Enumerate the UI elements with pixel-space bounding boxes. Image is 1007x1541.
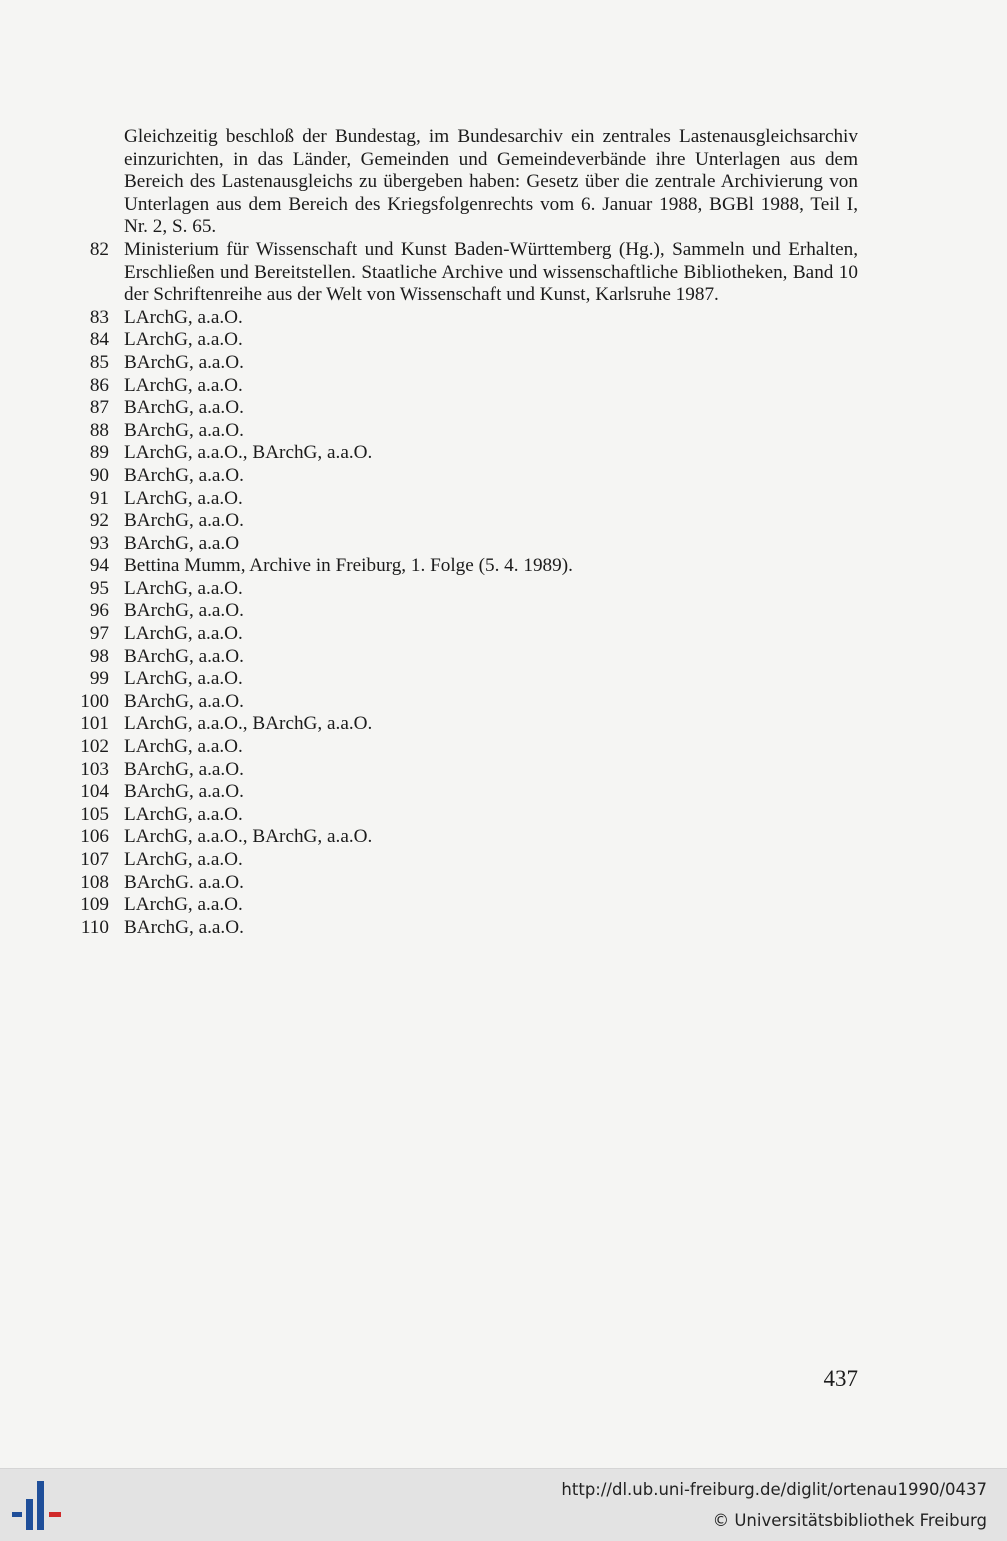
endnote-text: LArchG, a.a.O. [124, 668, 243, 690]
endnote-number: 96 [89, 600, 109, 622]
endnote-text: BArchG, a.a.O. [124, 464, 244, 486]
endnote-item [76, 488, 858, 511]
ub-freiburg-logo-icon [12, 1479, 64, 1533]
endnote-text: BArchG. a.a.O. [124, 871, 244, 893]
endnote-number: 100 [80, 690, 109, 712]
endnote-number: 104 [80, 781, 109, 803]
note-list [76, 239, 858, 939]
endnote-item [76, 668, 858, 691]
endnote-number: 99 [89, 668, 109, 690]
endnote-number: 84 [89, 329, 109, 351]
endnote-text: BArchG, a.a.O. [124, 781, 244, 803]
endnote-number: 95 [89, 577, 109, 599]
endnote-item [76, 736, 858, 759]
endnote-number: 108 [80, 871, 109, 893]
endnote-number: 87 [89, 397, 109, 419]
endnote-item [76, 691, 858, 714]
endnote-item [76, 849, 858, 872]
endnote-text: BArchG, a.a.O. [124, 916, 244, 938]
endnote-item [76, 442, 858, 465]
endnote-number: 106 [80, 826, 109, 848]
page-number: 437 [823, 1366, 858, 1391]
endnote-number: 109 [80, 894, 109, 916]
endnote-item [76, 239, 858, 307]
endnote-number: 86 [89, 374, 109, 396]
endnote-text: LArchG, a.a.O. [124, 894, 243, 916]
endnote-item [76, 533, 858, 556]
endnote-number: 98 [89, 645, 109, 667]
endnote-text: Bettina Mumm, Archive in Freiburg, 1. Folge (5. 4. 1989). [124, 555, 573, 577]
endnote-text: LArchG, a.a.O. [124, 577, 243, 599]
endnote-item [76, 397, 858, 420]
endnote-text: LArchG, a.a.O. [124, 736, 243, 758]
endnote-number: 105 [80, 803, 109, 825]
endnote-number: 101 [80, 713, 109, 735]
endnote-number: 82 [89, 238, 109, 260]
endnote-text: Ministerium für Wissenschaft und Kunst Baden-Württemberg (Hg.), Sammeln und Erhalten, Erschließen und Bereitstellen. Staatliche Archive und wissenschaftliche Bibliotheken, Band 10 der Schriftenreihe aus der Welt von Wissenschaft und Kunst, Karlsruhe 1987. [124, 238, 858, 306]
endnote-text: BArchG, a.a.O. [124, 690, 244, 712]
endnote-number: 88 [89, 419, 109, 441]
endnote-text: LArchG, a.a.O., BArchG, a.a.O. [124, 442, 373, 464]
endnote-number: 110 [80, 916, 109, 938]
endnote-text: BArchG, a.a.O. [124, 600, 244, 622]
endnote-number: 90 [89, 464, 109, 486]
endnote-number: 102 [80, 736, 109, 758]
endnote-text: LArchG, a.a.O. [124, 623, 243, 645]
endnote-item [76, 713, 858, 736]
endnote-item [76, 420, 858, 443]
endnote-text: LArchG, a.a.O. [124, 306, 243, 328]
footer-bar [0, 1468, 1007, 1541]
endnote-number: 94 [89, 555, 109, 577]
endnote-text: LArchG, a.a.O., BArchG, a.a.O. [124, 713, 373, 735]
endnote-item [76, 510, 858, 533]
endnote-text: LArchG, a.a.O. [124, 487, 243, 509]
endnote-item [76, 646, 858, 669]
endnote-text: LArchG, a.a.O. [124, 329, 243, 351]
endnote-text: BArchG, a.a.O. [124, 397, 244, 419]
endnote-item [76, 759, 858, 782]
endnote-number: 89 [89, 442, 109, 464]
endnote-item [76, 352, 858, 375]
endnote-item [76, 804, 858, 827]
endnote-number: 85 [89, 351, 109, 373]
endnote-text: BArchG, a.a.O. [124, 351, 244, 373]
endnote-item [76, 781, 858, 804]
endnote-number: 97 [89, 623, 109, 645]
endnote-item [76, 872, 858, 895]
endnote-number: 93 [89, 532, 109, 554]
endnote-item [76, 329, 858, 352]
endnote-item [76, 307, 858, 330]
endnote-item [76, 555, 858, 578]
note-continuation: Gleichzeitig beschloß der Bundestag, im Bundesarchiv ein zentrales Lastenausgleichsarchiv einzurichten, in das Länder, Gemeinden und Gemeindeverbände ihre Unterlagen aus dem Bereich des Lastenausgleichs zu übergeben haben: Gesetz über die zentrale Archivierung von Unterlagen aus dem Bereich des Kriegsfolgenrechts vom 6. Januar 1988, BGBl 1988, Teil I, Nr. 2, S. 65. [124, 126, 858, 238]
endnote-item [76, 600, 858, 623]
endnote-text: BArchG, a.a.O [124, 532, 240, 554]
endnote-text: LArchG, a.a.O. [124, 374, 243, 396]
endnote-item [76, 826, 858, 849]
endnote-item [76, 465, 858, 488]
endnote-item [76, 375, 858, 398]
endnote-item [76, 578, 858, 601]
endnote-text: BArchG, a.a.O. [124, 758, 244, 780]
endnote-item [76, 917, 858, 940]
endnote-text: BArchG, a.a.O. [124, 510, 244, 532]
endnote-text: BArchG, a.a.O. [124, 645, 244, 667]
endnotes [76, 126, 858, 939]
endnote-number: 107 [80, 849, 109, 870]
endnote-text: BArchG, a.a.O. [124, 419, 244, 441]
endnote-text: LArchG, a.a.O., BArchG, a.a.O. [124, 826, 373, 848]
endnote-number: 91 [89, 487, 109, 509]
endnote-text: LArchG, a.a.O. [124, 803, 243, 825]
endnote-item [76, 623, 858, 646]
copyright-notice: © Universitätsbibliothek Freiburg [712, 1511, 987, 1530]
endnote-number: 103 [80, 758, 109, 780]
permalink-url[interactable]: http://dl.ub.uni-freiburg.de/diglit/ortenau1990/0437 [561, 1480, 987, 1499]
endnote-number: 83 [89, 306, 109, 328]
endnote-item [76, 894, 858, 917]
endnote-number: 92 [89, 510, 109, 532]
endnote-text: LArchG, a.a.O. [124, 849, 243, 870]
